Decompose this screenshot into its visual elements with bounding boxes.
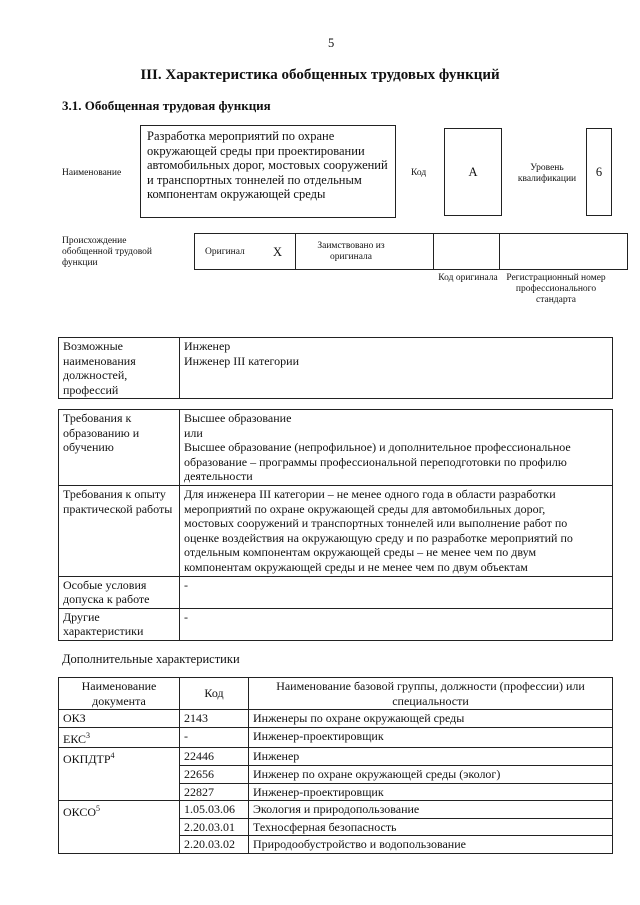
borrowed-label: Заимствовано из оригинала <box>317 241 385 262</box>
footnote-ref[interactable]: 5 <box>96 804 101 814</box>
code-box <box>444 128 502 216</box>
code-cell: 2.20.03.02 <box>180 836 249 854</box>
requirement-line: мероприятий по охране окружающей среды для автомобильных дорог, <box>184 501 546 516</box>
level-value: 6 <box>595 165 603 179</box>
positions-table <box>58 337 613 399</box>
name-cell: Инженер-проектировщик <box>249 727 613 748</box>
name-cell: Природообустройство и водопользование <box>249 836 613 854</box>
requirement-line: или <box>184 425 203 440</box>
original-label: Оригинал <box>205 247 245 257</box>
function-name-value: Разработка мероприятий по охране окружающей среды при проектировании автомобильных дорог, мостовых сооружений и транспортных тоннелей по отдельным компонентам окружающей среды <box>147 129 388 201</box>
code-cell: 1.05.03.06 <box>180 801 249 819</box>
requirement-line: оценке воздействия на окружающую среду и по разработке мероприятий по <box>184 530 573 545</box>
requirement-label: Особые условия допуска к работе <box>59 576 180 608</box>
level-box <box>586 128 612 216</box>
positions-values <box>180 338 613 399</box>
position-item: Инженер <box>184 339 231 353</box>
requirement-line: компонентам окружающей среды и не менее чем по двум объектам <box>184 559 528 574</box>
name-cell: Инженер по охране окружающей среды (эколог) <box>249 765 613 783</box>
requirement-line: Для инженера III категории – не менее одного года в области разработки <box>184 486 556 501</box>
doc-name: ОКЗ <box>63 711 86 726</box>
doc-cell <box>59 727 180 748</box>
additional-table <box>58 677 613 854</box>
requirement-line: отдельным компонентам окружающей среды – не менее чем по двум <box>184 545 537 560</box>
section-title: III. Характеристика обобщенных трудовых функций <box>140 67 500 83</box>
subsection-title: 3.1. Обобщенная трудовая функция <box>62 98 271 113</box>
code-label: Код <box>411 168 427 178</box>
code-cell: - <box>180 727 249 748</box>
doc-name: ЕКС <box>63 731 87 746</box>
code-original-caption: Код оригинала <box>438 273 498 283</box>
positions-label: Возможные наименования должностей, профессий <box>59 338 180 399</box>
origin-label: Происхождение обобщенной трудовой функции <box>62 236 152 268</box>
header-name: Наименование базовой группы, должности (профессии) или специальности <box>249 678 613 710</box>
code-cell: 22446 <box>180 748 249 766</box>
code-cell: 2143 <box>180 710 249 728</box>
divider <box>433 234 434 269</box>
requirement-value: - <box>180 576 613 608</box>
requirement-label: Требования к опыту практической работы <box>59 485 180 576</box>
doc-name: ОКСО <box>63 805 97 820</box>
code-cell: 22656 <box>180 765 249 783</box>
doc-name: ОКПДТР <box>63 752 111 767</box>
requirement-line: образование – программы профессиональной переподготовки по профилю <box>184 454 567 469</box>
name-label: Наименование <box>62 168 122 178</box>
code-cell: 2.20.03.01 <box>180 818 249 836</box>
name-cell: Инженер-проектировщик <box>249 783 613 801</box>
requirement-value <box>180 485 613 576</box>
requirement-line: Высшее образование <box>184 411 292 425</box>
name-cell: Экология и природопользование <box>249 801 613 819</box>
code-value: А <box>468 165 478 179</box>
page-number: 5 <box>328 36 335 50</box>
header-code: Код <box>180 678 249 710</box>
level-label: Уровень квалификации <box>517 163 577 184</box>
name-cell: Инженер <box>249 748 613 766</box>
divider <box>295 234 296 269</box>
footnote-ref[interactable]: 3 <box>86 730 91 740</box>
additional-title: Дополнительные характеристики <box>62 652 240 666</box>
requirements-table <box>58 409 613 641</box>
position-item: Инженер III категории <box>184 353 299 368</box>
requirement-line: деятельности <box>184 469 253 484</box>
doc-cell <box>59 801 180 854</box>
requirement-value: - <box>180 608 613 640</box>
footnote-ref[interactable]: 4 <box>110 751 115 761</box>
header-document: Наименование документа <box>59 678 180 710</box>
origin-row <box>194 233 628 270</box>
requirement-line: Высшее образование (непрофильное) и дополнительное профессиональное <box>184 440 571 455</box>
original-mark: X <box>273 245 283 259</box>
requirement-label: Требования к образованию и обучению <box>59 410 180 486</box>
requirement-label: Другие характеристики <box>59 608 180 640</box>
reg-number-caption: Регистрационный номер профессионального стандарта <box>506 273 606 305</box>
function-name-box <box>140 125 396 218</box>
name-cell: Техносферная безопасность <box>249 818 613 836</box>
requirement-value <box>180 410 613 486</box>
code-cell: 22827 <box>180 783 249 801</box>
doc-cell <box>59 748 180 801</box>
doc-cell <box>59 710 180 728</box>
divider <box>499 234 500 269</box>
name-cell: Инженеры по охране окружающей среды <box>249 710 613 728</box>
requirement-line: мостовых сооружений и транспортных тоннелей или выполнение работ по <box>184 516 568 531</box>
